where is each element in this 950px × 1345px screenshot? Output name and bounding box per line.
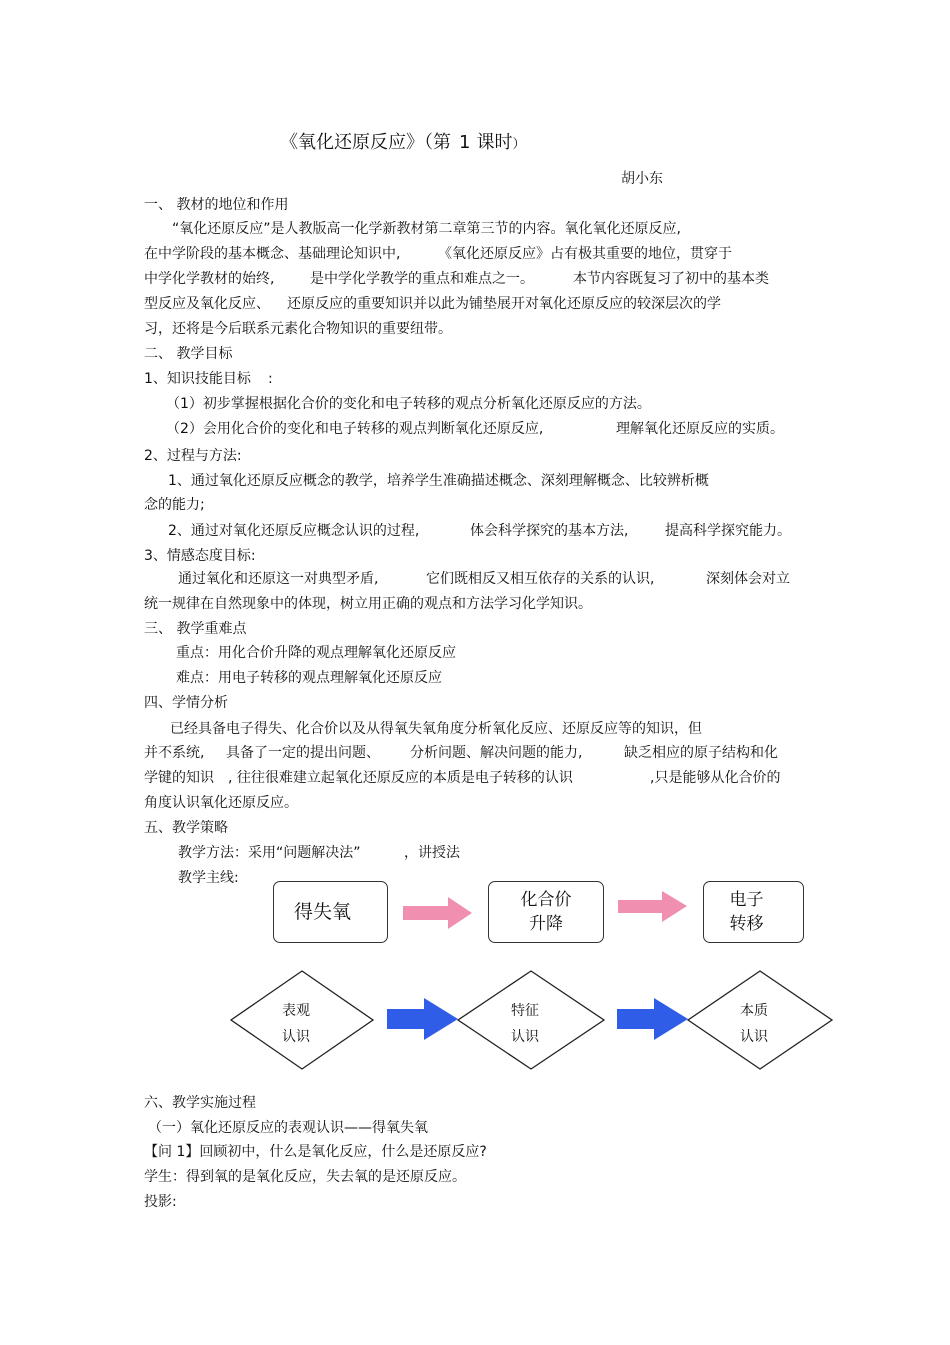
goal-item: 体会科学探究的基本方法, [470, 523, 629, 539]
paragraph-line: , 往往很难建立起氧化还原反应的本质是电子转移的认识 [228, 770, 573, 786]
flow-box-electron [703, 881, 804, 943]
diamond-text: 认识 [740, 1029, 768, 1045]
box-label: 得失氧 [293, 901, 351, 923]
diamond-text: 认识 [282, 1029, 310, 1045]
title-paren-close: ） [512, 137, 526, 152]
section-1-heading: 一、 教材的地位和作用 [144, 197, 289, 213]
paragraph-line: 分析问题、解决问题的能力, [410, 745, 583, 761]
paragraph-line: 型反应及氧化反应、 [144, 296, 270, 312]
paragraph-line: 学键的知识 [144, 770, 214, 786]
paragraph-line: 中学化学教材的始终, [144, 271, 275, 287]
title-main: 《氧化还原反应》（第 [280, 132, 451, 153]
subsection-heading: （一）氧化还原反应的表观认识——得氧失氧 [148, 1120, 428, 1136]
teaching-method: 教学方法：采用“问题解决法” [178, 845, 361, 861]
title-lesson: 课时 [476, 132, 513, 153]
goal-item: 1、通过氧化还原反应概念的教学，培养学生准确描述概念、深刻理解概念、比较辨析概 [168, 473, 709, 489]
paragraph-line: 已经具备电子得失、化合价以及从得氧失氧角度分析氧化反应、还原反应等的知识，但 [170, 721, 702, 737]
flow-box-valence [488, 881, 604, 943]
pink-arrow [618, 891, 687, 922]
paragraph-line: “氧化还原反应”是人教版高一化学新教材第二章第三节的内容。氧化氧化还原反应, [172, 221, 681, 237]
key-point: 重点：用化合价升降的观点理解氧化还原反应 [176, 645, 456, 661]
goal-item: 2、通过对氧化还原反应概念认识的过程, [168, 523, 420, 539]
goal-2-heading: 2、过程与方法: [144, 448, 242, 464]
teaching-method-tail: ，讲授法 [404, 845, 460, 861]
diamond-text: 特征 [511, 1003, 539, 1019]
section-6-heading: 六、教学实施过程 [144, 1095, 256, 1111]
paragraph-line: 角度认识氧化还原反应。 [144, 795, 298, 811]
difficult-point: 难点：用电子转移的观点理解氧化还原反应 [176, 670, 442, 686]
paragraph-line: 本节内容既复习了初中的基本类 [573, 271, 769, 287]
diamond-label-surface [256, 998, 336, 1050]
paragraph-line: ,只是能够从化合价的 [650, 770, 781, 786]
section-4-heading: 四、学情分析 [144, 695, 228, 711]
blue-arrow [387, 998, 458, 1040]
paragraph-line: 在中学阶段的基本概念、基础理论知识中, [144, 246, 401, 262]
goal-item: （1）初步掌握根据化合价的变化和电子转移的观点分析氧化还原反应的方法。 [166, 396, 651, 412]
section-5-heading: 五、教学策略 [144, 820, 228, 836]
paragraph-line: 还原反应的重要知识并以此为铺垫展开对氧化还原反应的较深层次的学 [287, 296, 721, 312]
diamond-label-essence [714, 998, 794, 1050]
goal-item: 深刻体会对立 [706, 571, 790, 587]
student-answer: 学生：得到氧的是氧化反应，失去氧的是还原反应。 [144, 1169, 466, 1185]
blue-arrow [617, 998, 688, 1040]
goal-item: 念的能力; [144, 497, 205, 513]
box-label: 化合价 [520, 890, 572, 910]
goal-3-heading: 3、情感态度目标: [144, 548, 256, 564]
goal-item: （2）会用化合价的变化和电子转移的观点判断氧化还原反应, [166, 421, 544, 437]
diamond-text: 本质 [740, 1003, 768, 1019]
box-label: 电子 [729, 890, 764, 910]
goal-1-colon: : [268, 371, 273, 387]
goal-item: 统一规律在自然现象中的体现，树立用正确的观点和方法学习化学知识。 [144, 596, 592, 612]
diamond-label-feature [485, 998, 565, 1050]
pink-arrow [403, 897, 472, 929]
goal-item: 通过氧化和还原这一对典型矛盾, [178, 571, 379, 587]
goal-1-heading: 1、知识技能目标 [144, 371, 251, 387]
diamond-text: 表观 [282, 1003, 310, 1019]
title-lesson-number: 1 [459, 132, 471, 153]
diamond-text: 认识 [511, 1029, 539, 1045]
flow-box-oxygen [273, 881, 388, 943]
paragraph-line: 并不系统, [144, 745, 205, 761]
goal-item: 提高科学探究能力。 [665, 523, 791, 539]
box-label: 升降 [529, 914, 563, 934]
projection-label: 投影: [144, 1194, 177, 1210]
paragraph-line: 《氧化还原反应》占有极其重要的地位，贯穿于 [438, 246, 732, 262]
paragraph-line: 习，还将是今后联系元素化合物知识的重要纽带。 [144, 321, 452, 337]
author: 胡小东 [621, 171, 663, 187]
goal-item: 理解氧化还原反应的实质。 [616, 421, 784, 437]
box-label: 转移 [729, 914, 764, 934]
section-3-heading: 三、 教学重难点 [144, 621, 247, 637]
mainline-label: 教学主线: [178, 870, 239, 886]
paragraph-line: 是中学化学教学的重点和难点之一。 [310, 271, 534, 287]
section-2-heading: 二、 教学目标 [144, 346, 233, 362]
goal-item: 它们既相反又相互依存的关系的认识, [426, 571, 655, 587]
paragraph-line: 缺乏相应的原子结构和化 [624, 745, 778, 761]
question-1: 【问 1】回顾初中，什么是氧化反应，什么是还原反应? [144, 1144, 487, 1160]
paragraph-line: 具备了一定的提出问题、 [226, 745, 380, 761]
